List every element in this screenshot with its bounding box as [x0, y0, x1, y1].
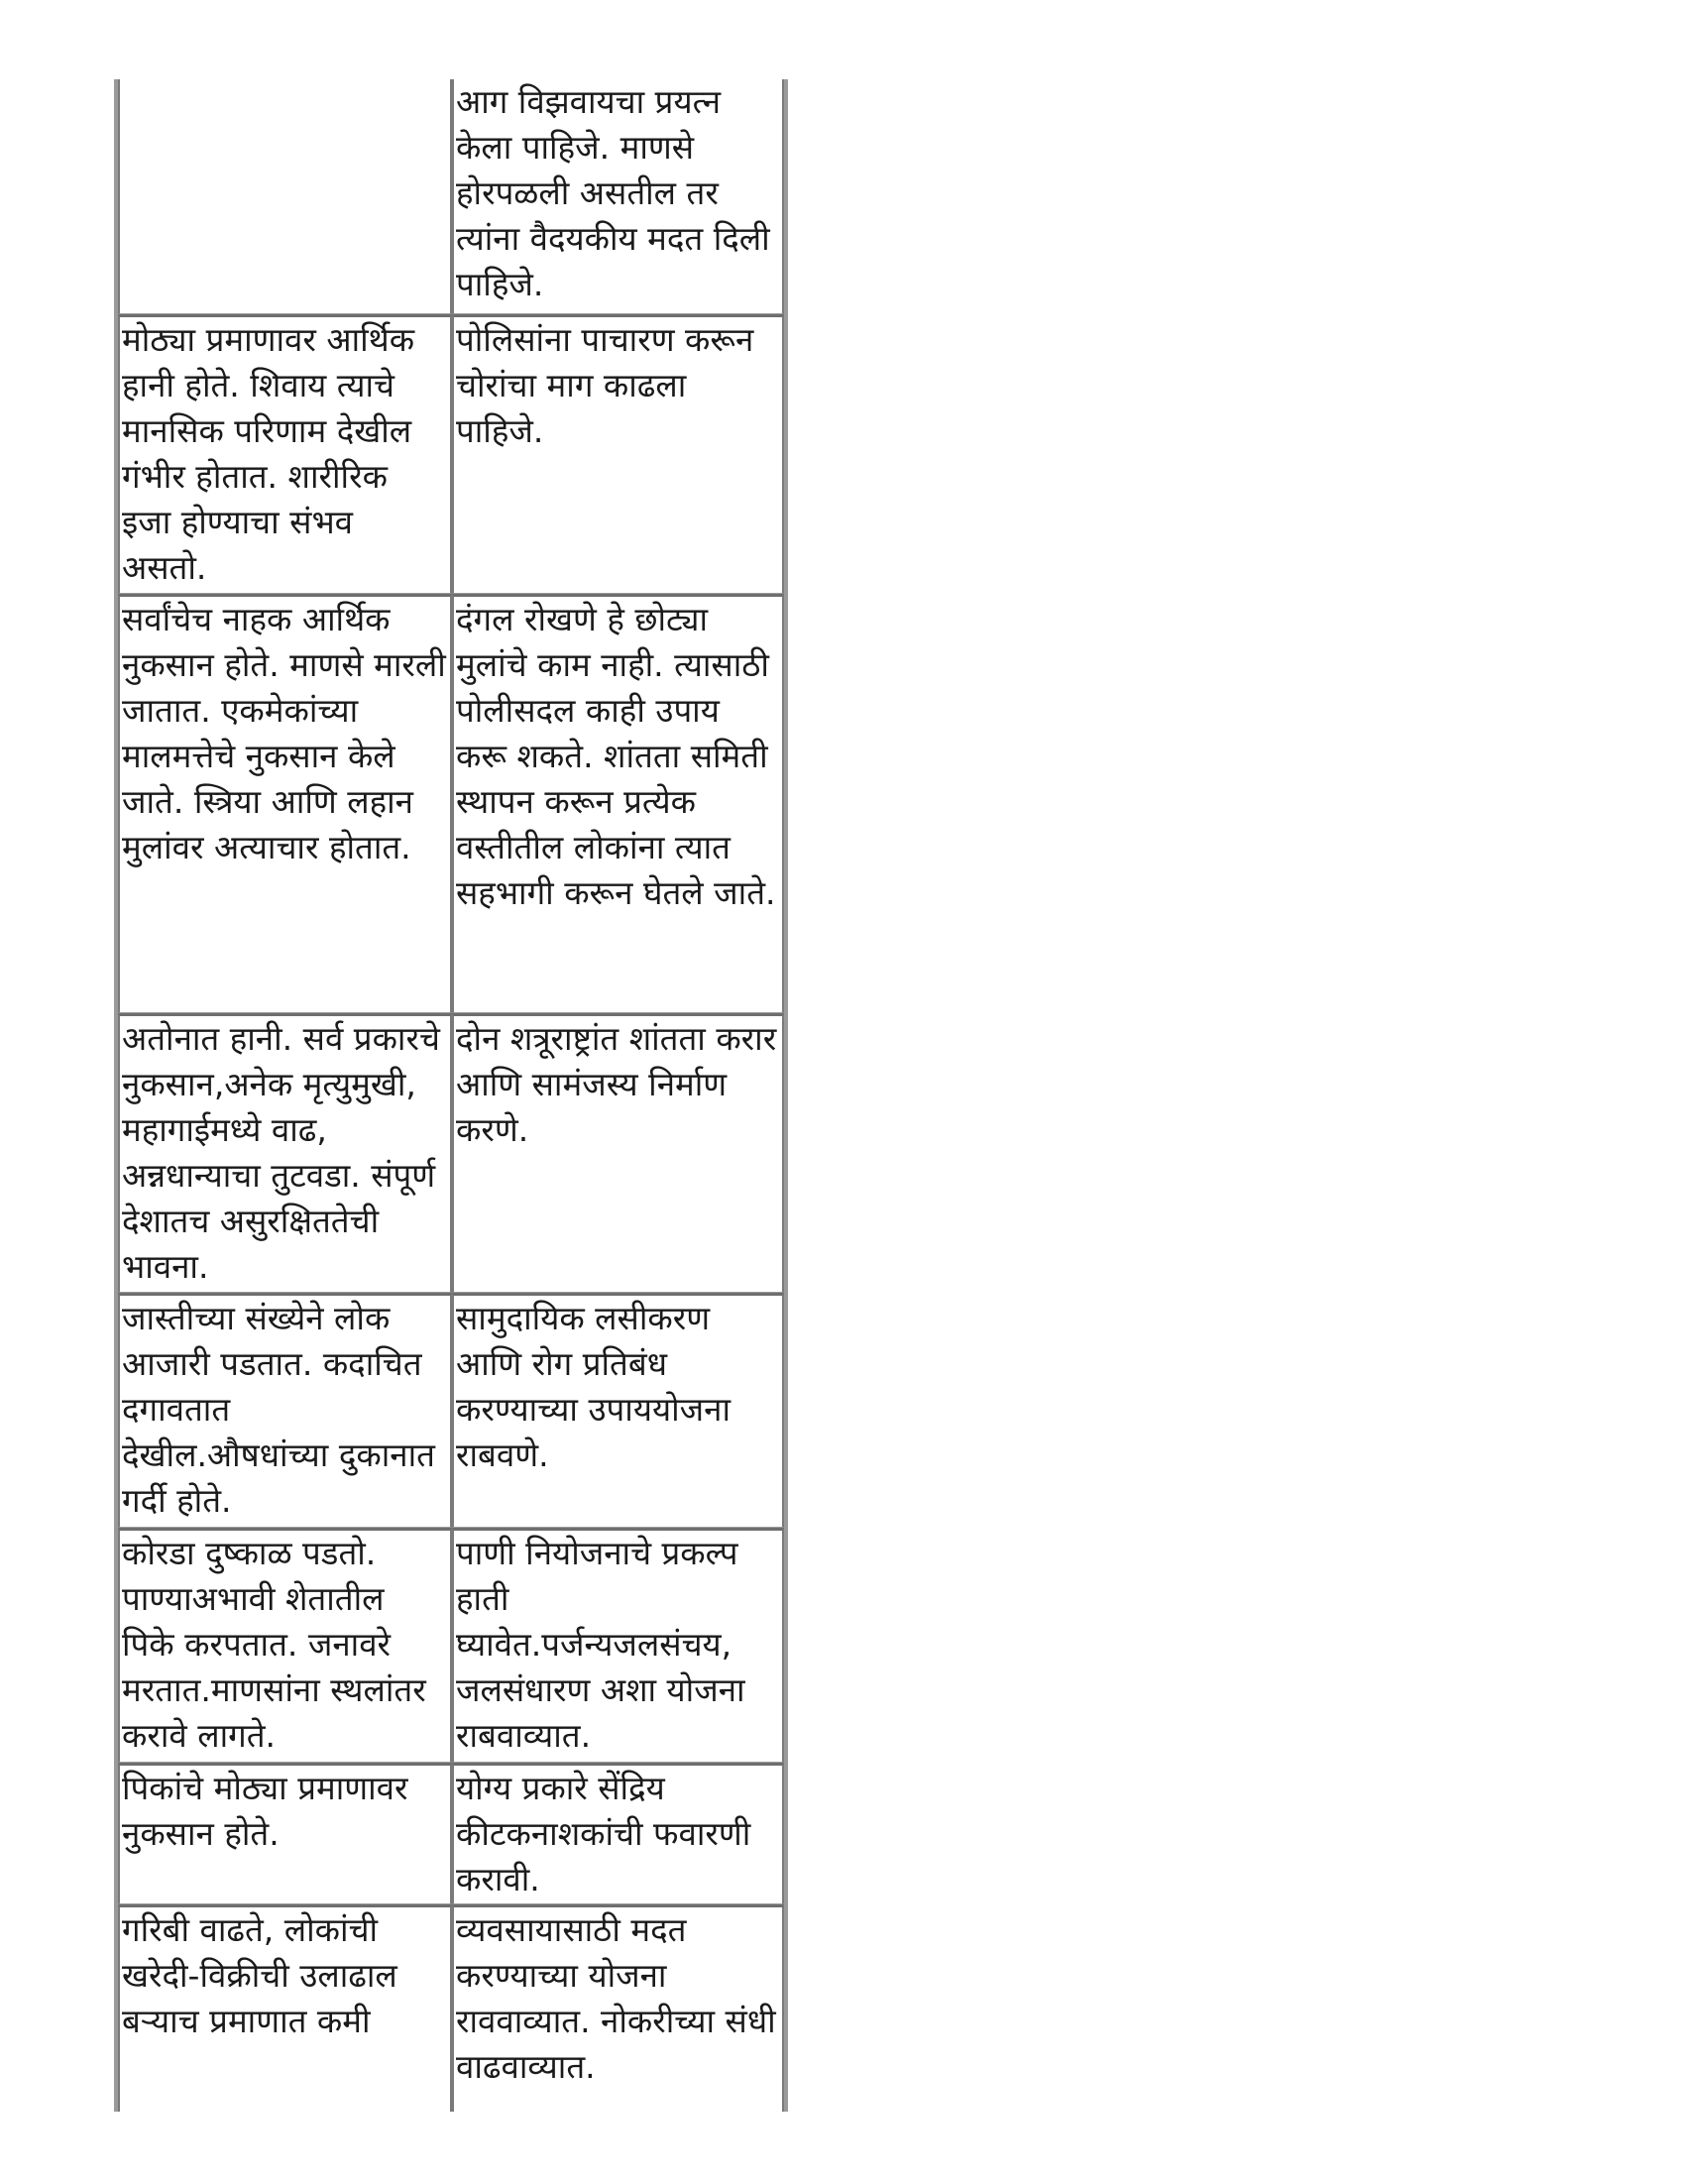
effects-cell — [118, 1904, 452, 2112]
effects-remedies-table — [118, 79, 784, 2112]
table-row — [118, 314, 784, 594]
remedy-text: व्यवसायासाठी मदत करण्याच्या योजना राववाव्यात. नोकरीच्या संधी वाढवाव्यात. — [456, 1910, 776, 2086]
remedy-cell — [452, 314, 784, 594]
table-row — [118, 1528, 784, 1763]
effects-cell — [118, 79, 452, 314]
remedy-text: आग विझवायचा प्रयत्न केला पाहिजे. माणसे होरपळली असतील तर त्यांना वैदयकीय मदत दिली पाहिजे. — [456, 82, 770, 303]
table-row — [118, 1293, 784, 1528]
remedy-text: पोलिसांना पाचारण करून चोरांचा माग काढला पाहिजे. — [456, 320, 754, 450]
remedy-cell — [452, 1293, 784, 1528]
remedy-text: दोन शत्रूराष्ट्रांत शांतता करार आणि सामंजस्य निर्माण करणे. — [456, 1019, 777, 1149]
effects-text: अतोनात हानी. सर्व प्रकारचे नुकसान,अनेक मृत्युमुखी, महागाईमध्ये वाढ, अन्नधान्याचा तुटवडा. संपूर्ण देशातच असुरक्षिततेची भावना. — [122, 1019, 440, 1286]
table-row — [118, 1904, 784, 2112]
remedy-cell — [452, 79, 784, 314]
remedy-text: दंगल रोखणे हे छोट्या मुलांचे काम नाही. त्यासाठी पोलीसदल काही उपाय करू शकते. शांतता समिती स्थापन करून प्रत्येक वस्तीतील लोकांना त्यात सहभागी करून घेतले जाते. — [456, 600, 776, 912]
effects-cell — [118, 1763, 452, 1904]
remedy-cell — [452, 594, 784, 1013]
effects-text: सर्वांचेच नाहक आर्थिक नुकसान होते. माणसे मारली जातात. एकमेकांच्या मालमत्तेचे नुकसान केले जाते. स्त्रिया आणि लहान मुलांवर अत्याचार होतात. — [122, 600, 446, 866]
table-row — [118, 1013, 784, 1293]
effects-cell — [118, 594, 452, 1013]
effects-cell — [118, 314, 452, 594]
effects-text: मोठ्या प्रमाणावर आर्थिक हानी होते. शिवाय त्याचे मानसिक परिणाम देखील गंभीर होतात. शारीरिक इजा होण्याचा संभव असतो. — [122, 320, 415, 587]
remedy-text: योग्य प्रकारे सेंद्रिय कीटकनाशकांची फवारणी करावी. — [456, 1769, 751, 1898]
effects-cell — [118, 1293, 452, 1528]
effects-text: जास्तीच्या संख्येने लोक आजारी पडतात. कदाचित दगावतात देखील.औषधांच्या दुकानात गर्दी होते. — [122, 1299, 435, 1520]
effects-cell — [118, 1528, 452, 1763]
effects-cell — [118, 1013, 452, 1293]
remedy-cell — [452, 1763, 784, 1904]
effects-text: गरिबी वाढते, लोकांची खरेदी-विक्रीची उलाढाल बऱ्याच प्रमाणात कमी — [122, 1910, 397, 2040]
remedy-text: सामुदायिक लसीकरण आणि रोग प्रतिबंध करण्याच्या उपाययोजना राबवणे. — [456, 1299, 731, 1474]
effects-text: कोरडा दुष्काळ पडतो. पाण्याअभावी शेतातील पिके करपतात. जनावरे मरतात.माणसांना स्थलांतर करावे लागते. — [122, 1534, 426, 1755]
table-row — [118, 79, 784, 314]
remedy-cell — [452, 1904, 784, 2112]
remedy-cell — [452, 1528, 784, 1763]
remedy-cell — [452, 1013, 784, 1293]
table-row — [118, 1763, 784, 1904]
table-row — [118, 594, 784, 1013]
remedy-text: पाणी नियोजनाचे प्रकल्प हाती घ्यावेत.पर्जन्यजलसंचय, जलसंधारण अशा योजना राबवाव्यात. — [456, 1534, 745, 1755]
effects-text: पिकांचे मोठ्या प्रमाणावर नुकसान होते. — [122, 1769, 408, 1853]
